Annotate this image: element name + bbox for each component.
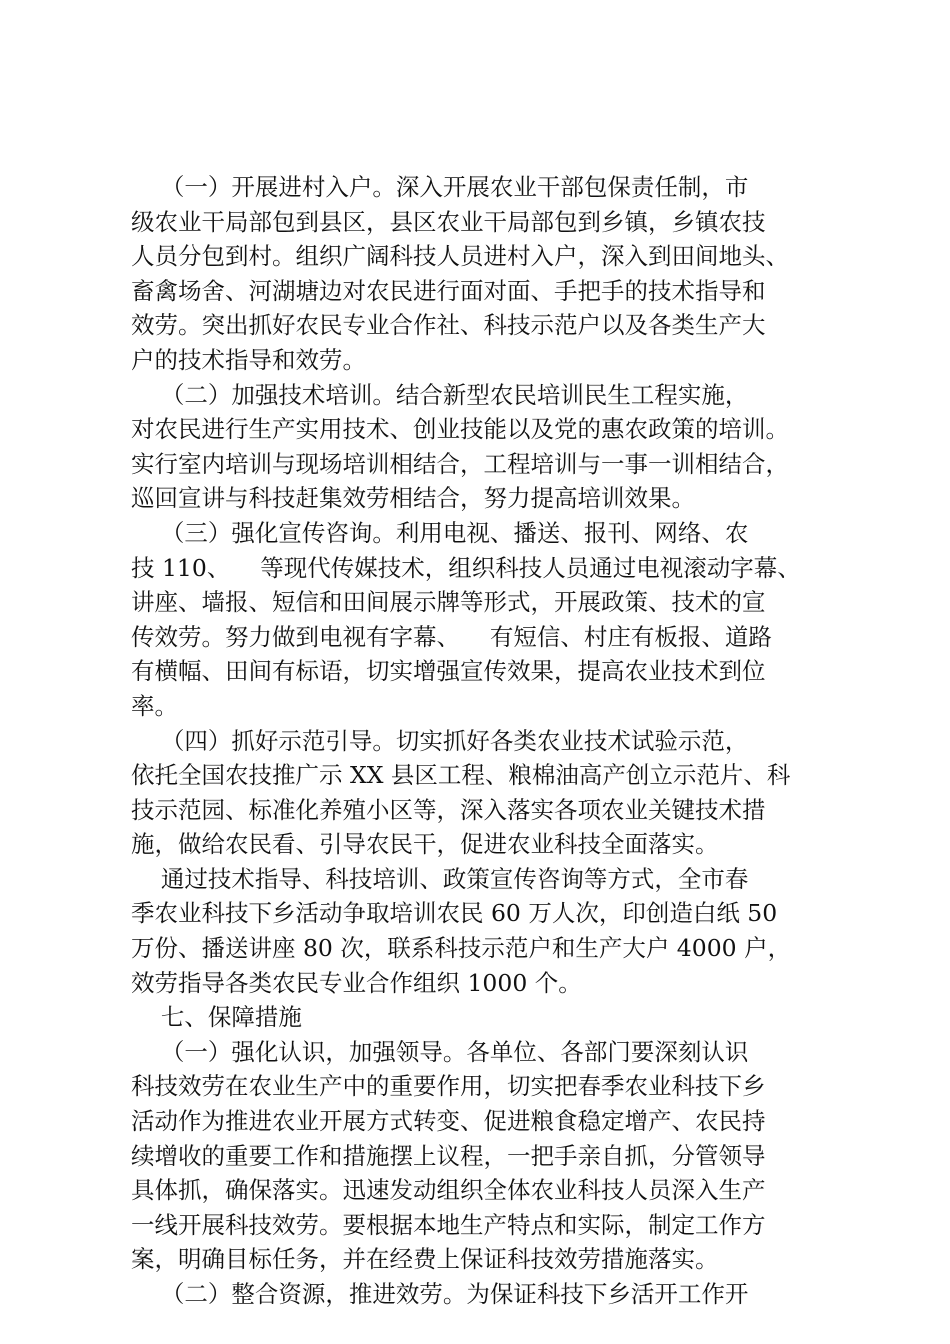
text-line: 依托全国农技推广示 XX 县区工程、粮棉油高产创立示范片、科	[131, 761, 791, 790]
text-line: 讲座、墙报、短信和田间展示牌等形式，开展政策、技术的宣	[131, 588, 766, 617]
text-line: （二）加强技术培训。结合新型农民培训民生工程实施，	[131, 380, 749, 409]
text-line: （一）开展进村入户。深入开展农业干部包保责任制，市	[131, 173, 749, 201]
text-line: （二）整合资源，推进效劳。为保证科技下乡活开工作开	[131, 1280, 749, 1308]
text-line: 效劳指导各类农民专业合作组织 1000 个。	[131, 968, 582, 997]
text-line: 巡回宣讲与科技赶集效劳相结合，努力提高培训效果。	[131, 484, 695, 513]
text-line: 级农业干局部包到县区，县区农业干局部包到乡镇，乡镇农技	[131, 207, 766, 236]
text-line: 率。	[131, 691, 178, 720]
document-body	[131, 170, 831, 1312]
text-line: 具体抓，确保落实。迅速发动组织全体农业科技人员深入生产	[131, 1176, 766, 1205]
text-line: 对农民进行生产实用技术、创业技能以及党的惠农政策的培训。	[131, 415, 789, 444]
text-line: 案，明确目标任务，并在经费上保证科技效劳措施落实。	[131, 1245, 719, 1274]
text-line: 季农业科技下乡活动争取培训农民 60 万人次，印创造白纸 50	[131, 899, 778, 928]
section-heading: 七、保障措施	[131, 1003, 302, 1032]
text-line: 施，做给农民看、引导农民干，促进农业科技全面落实。	[131, 830, 719, 859]
text-line: （三）强化宣传咨询。利用电视、播送、报刊、网络、农	[131, 518, 749, 547]
text-line: （四）抓好示范引导。切实抓好各类农业技术试验示范，	[131, 726, 749, 755]
text-line: 活动作为推进农业开展方式转变、促进粮食稳定增产、农民持	[131, 1107, 766, 1136]
text-line: 效劳。突出抓好农民专业合作社、科技示范户以及各类生产大	[131, 311, 766, 340]
text-line: 技示范园、标准化养殖小区等，深入落实各项农业关键技术措	[131, 795, 766, 824]
text-line: 户的技术指导和效劳。	[131, 345, 366, 374]
text-line: 一线开展科技效劳。要根据本地生产特点和实际，制定工作方	[131, 1210, 766, 1239]
text-line: 传效劳。努力做到电视有字幕、 有短信、村庄有板报、道路	[131, 622, 772, 651]
text-line: 通过技术指导、科技培训、政策宣传咨询等方式，全市春	[131, 864, 749, 893]
text-line: 科技效劳在农业生产中的重要作用，切实把春季农业科技下乡	[131, 1072, 766, 1101]
text-line: 万份、播送讲座 80 次，联系科技示范户和生产大户 4000 户，	[131, 934, 792, 963]
text-line: 续增收的重要工作和措施摆上议程，一把手亲自抓，分管领导	[131, 1141, 766, 1170]
text-line: （一）强化认识，加强领导。各单位、各部门要深刻认识	[131, 1037, 749, 1066]
text-line: 实行室内培训与现场培训相结合，工程培训与一事一训相结合，	[131, 449, 789, 478]
text-line: 畜禽场舍、河湖塘边对农民进行面对面、手把手的技术指导和	[131, 276, 766, 305]
text-line: 人员分包到村。组织广阔科技人员进村入户，深入到田间地头、	[131, 242, 789, 271]
text-line: 有横幅、田间有标语，切实增强宣传效果，提高农业技术到位	[131, 657, 766, 686]
text-line: 技 110、 等现代传媒技术，组织科技人员通过电视滚动字幕、	[131, 553, 801, 582]
